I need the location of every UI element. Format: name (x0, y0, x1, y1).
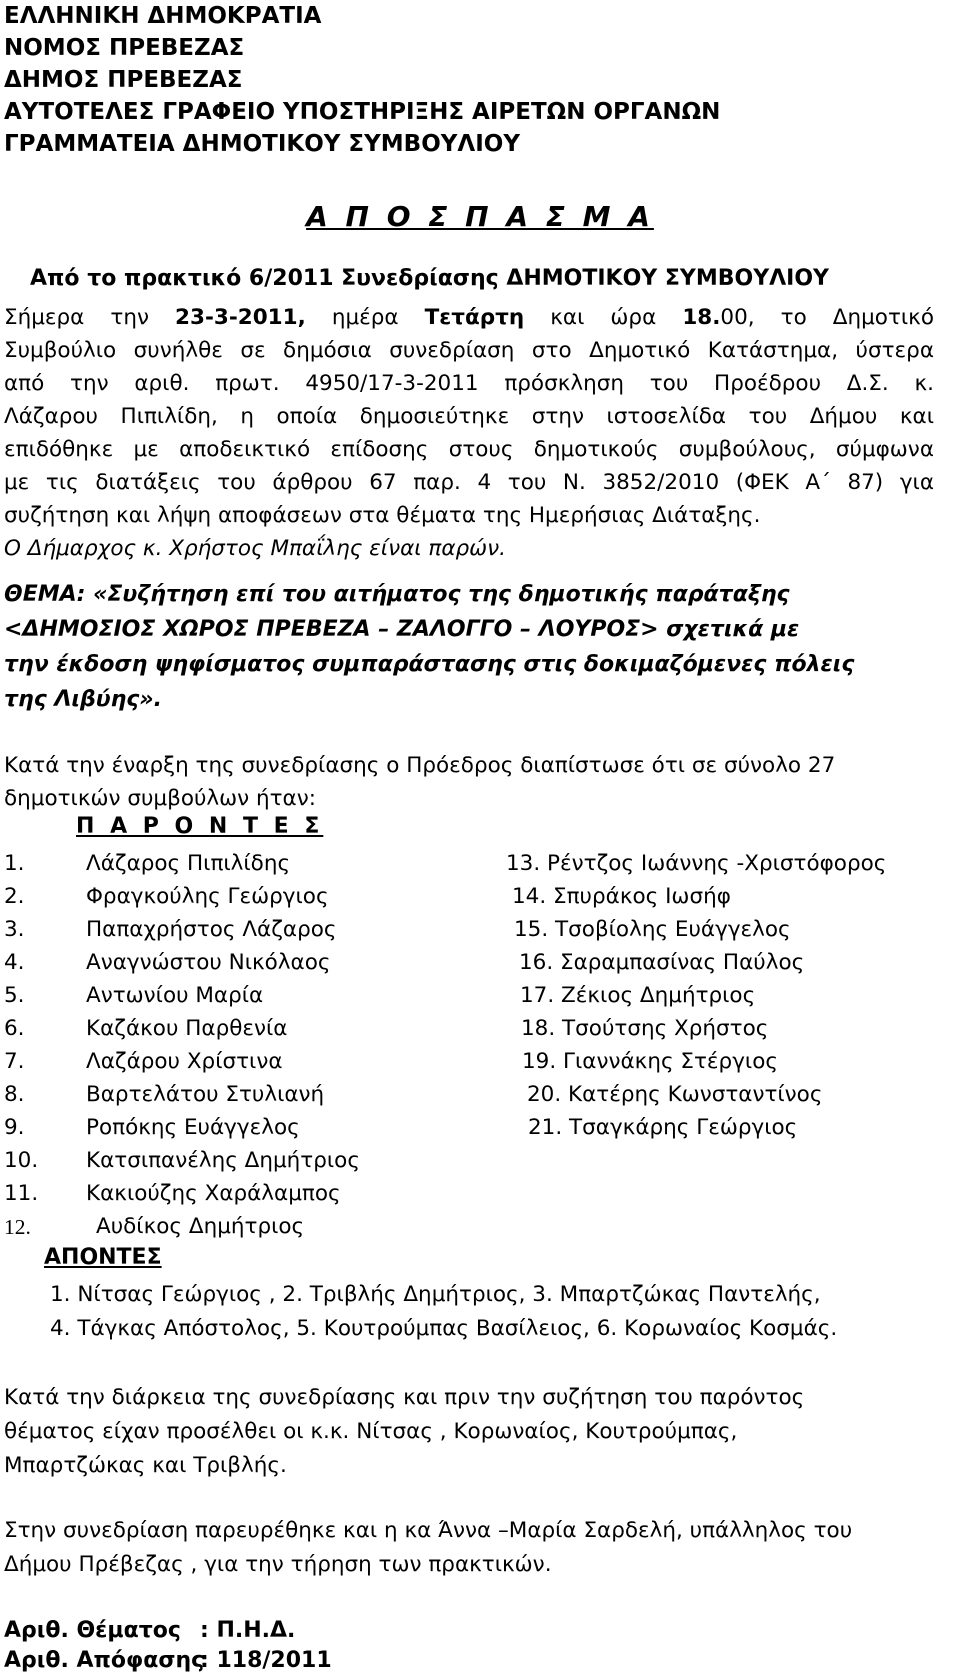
mayor-present-line: Ο Δήμαρχος κ. Χρήστος Μπαΐλης είναι παρών. (4, 536, 506, 561)
clerk-line-2: Δήμου Πρέβεζας , για την τήρηση των πρακτικών. (4, 1552, 552, 1577)
list-item: Αναγνώστου Νικόλαος (86, 950, 331, 975)
header-line-3: ΔΗΜΟΣ ΠΡΕΒΕΖΑΣ (4, 67, 243, 93)
list-item: Καζάκου Παρθενία (86, 1016, 288, 1041)
intro-line-4: Λάζαρου Πιπιλίδη, η οποία δημοσιεύτηκε στην ιστοσελίδα του Δήμου και (4, 404, 934, 429)
list-item-number: 5. (4, 983, 25, 1008)
intro-line-3: από την αριθ. πρωτ. 4950/17-3-2011 πρόσκληση του Προέδρου Δ.Σ. κ. (4, 371, 934, 396)
topic-line-3: την έκδοση ψηφίσματος συμπαράστασης στις δοκιμαζόμενες πόλεις (4, 652, 855, 677)
arrivals-line-3: Μπαρτζώκας και Τριβλής. (4, 1453, 287, 1478)
list-item: 16. Σαραμπασίνας Παύλος (519, 950, 805, 975)
topic-line-4: της Λιβύης». (4, 687, 162, 712)
quorum-line-2: δημοτικών συμβούλων ήταν: (4, 786, 316, 811)
topic-line-1: ΘΕΜΑ: «Συζήτηση επί του αιτήματος της δημοτικής παράταξης (4, 582, 790, 607)
intro-text: Σήμερα την (4, 305, 149, 330)
intro-line-2: Συμβούλιο συνήλθε σε δημόσια συνεδρίαση στο Δημοτικό Κατάστημα, ύστερα (4, 338, 934, 363)
header-line-1: ΕΛΛΗΝΙΚΗ ΔΗΜΟΚΡΑΤΙΑ (4, 3, 322, 29)
list-item: 15. Τσοβίολης Ευάγγελος (514, 917, 791, 942)
list-item: 18. Τσούτσης Χρήστος (521, 1016, 769, 1041)
list-item: Κακιούζης Χαράλαμπος (86, 1181, 341, 1206)
list-item: 20. Κατέρης Κωνσταντίνος (527, 1082, 823, 1107)
quorum-line-1: Κατά την έναρξη της συνεδρίασης ο Πρόεδρος διαπίστωσε ότι σε σύνολο 27 (4, 753, 836, 778)
list-item-number: 6. (4, 1016, 25, 1041)
list-item: Φραγκούλης Γεώργιος (86, 884, 329, 909)
list-item: Ροπόκης Ευάγγελος (86, 1115, 300, 1140)
intro-line-6: με τις διατάξεις του άρθρου 67 παρ. 4 του Ν. 3852/2010 (ΦΕΚ Α΄ 87) για (4, 470, 934, 495)
topic-line-2: <ΔΗΜΟΣΙΟΣ ΧΩΡΟΣ ΠΡΕΒΕΖΑ – ΖΑΛΟΓΓΟ – ΛΟΥΡΟΣ> σχετικά με (4, 617, 800, 642)
intro-text: 00, το Δημοτικό (720, 305, 935, 330)
list-item: Βαρτελάτου Στυλιανή (86, 1082, 325, 1107)
list-item: Λάζαρος Πιπιλίδης (86, 851, 291, 876)
list-item-number: 9. (4, 1115, 25, 1140)
intro-text: και ώρα (550, 305, 657, 330)
list-item-number: 3. (4, 917, 25, 942)
arrivals-line-2: θέματος είχαν προσέλθει οι κ.κ. Νίτσας , Κορωναίος, Κουτρούμπας, (4, 1419, 738, 1444)
header-line-4: ΑΥΤΟΤΕΛΕΣ ΓΡΑΦΕΙΟ ΥΠΟΣΤΗΡΙΞΗΣ ΑΙΡΕΤΩΝ ΟΡΓΑΝΩΝ (4, 99, 721, 125)
list-item-number: 11. (4, 1181, 39, 1206)
list-item: 13. Ρέντζος Ιωάννης -Χριστόφορος (506, 851, 887, 876)
list-item: 14. Σπυράκος Ιωσήφ (512, 884, 731, 909)
absent-line-1: 1. Νίτσας Γεώργιος , 2. Τριβλής Δημήτριος, 3. Μπαρτζώκας Παντελής, (50, 1282, 821, 1307)
list-item-number: 12. (4, 1215, 31, 1239)
meeting-date: 23-3-2011, (175, 305, 306, 330)
list-item-number: 1. (4, 851, 25, 876)
decision-number-label: Αριθ. Απόφασης (4, 1648, 205, 1673)
topic-number-label: Αριθ. Θέματος (4, 1618, 181, 1643)
list-item: Λαζάρου Χρίστινα (86, 1049, 283, 1074)
list-item: 21. Τσαγκάρης Γεώργιος (528, 1115, 798, 1140)
topic-number-row (4, 1618, 295, 1643)
minutes-line: Από το πρακτικό 6/2011 Συνεδρίασης ΔΗΜΟΤΙΚΟΥ ΣΥΜΒΟΥΛΙΟΥ (30, 266, 829, 291)
list-item: Παπαχρήστος Λάζαρος (86, 917, 337, 942)
list-item: Αντωνίου Μαρία (86, 983, 264, 1008)
list-item-number: 4. (4, 950, 25, 975)
list-item: 19. Γιαννάκης Στέργιος (522, 1049, 778, 1074)
clerk-line-1: Στην συνεδρίαση παρευρέθηκε και η κα Άννα –Μαρία Σαρδελή, υπάλληλος του (4, 1518, 853, 1543)
absent-heading: ΑΠΟΝΤΕΣ (44, 1245, 162, 1270)
absent-line-2: 4. Τάγκας Απόστολος, 5. Κουτρούμπας Βασίλειος, 6. Κορωναίος Κοσμάς. (50, 1316, 838, 1341)
list-item-number: 7. (4, 1049, 25, 1074)
header-line-2: ΝΟΜΟΣ ΠΡΕΒΕΖΑΣ (4, 35, 245, 61)
list-item-number: 2. (4, 884, 25, 909)
header-line-5: ΓΡΑΜΜΑΤΕΙΑ ΔΗΜΟΤΙΚΟΥ ΣΥΜΒΟΥΛΙΟΥ (4, 131, 520, 157)
present-heading: Π Α Ρ Ο Ν Τ Ε Σ (76, 814, 324, 839)
document-title: Α Π Ο Σ Π Α Σ Μ Α (306, 200, 654, 233)
decision-number-row (4, 1648, 332, 1673)
list-item-number: 8. (4, 1082, 25, 1107)
decision-number-value: : 118/2011 (200, 1648, 332, 1673)
list-item: 17. Ζέκιος Δημήτριος (520, 983, 756, 1008)
list-item: Κατσιπανέλης Δημήτριος (86, 1148, 360, 1173)
intro-line-5: επιδόθηκε με αποδεικτικό επίδοσης στους δημοτικούς συμβούλους, σύμφωνα (4, 437, 934, 462)
intro-line-7: συζήτηση και λήψη αποφάσεων στα θέματα της Ημερήσιας Διάταξης. (4, 503, 761, 528)
intro-text: ημέρα (331, 305, 399, 330)
list-item: Αυδίκος Δημήτριος (96, 1214, 305, 1239)
meeting-day: Τετάρτη (424, 305, 525, 330)
topic-number-value: : Π.Η.Δ. (200, 1618, 296, 1643)
arrivals-line-1: Κατά την διάρκεια της συνεδρίασης και πριν την συζήτηση του παρόντος (4, 1385, 805, 1410)
list-item-number: 10. (4, 1148, 39, 1173)
intro-line-1 (4, 301, 934, 334)
meeting-hour: 18. (682, 305, 721, 330)
